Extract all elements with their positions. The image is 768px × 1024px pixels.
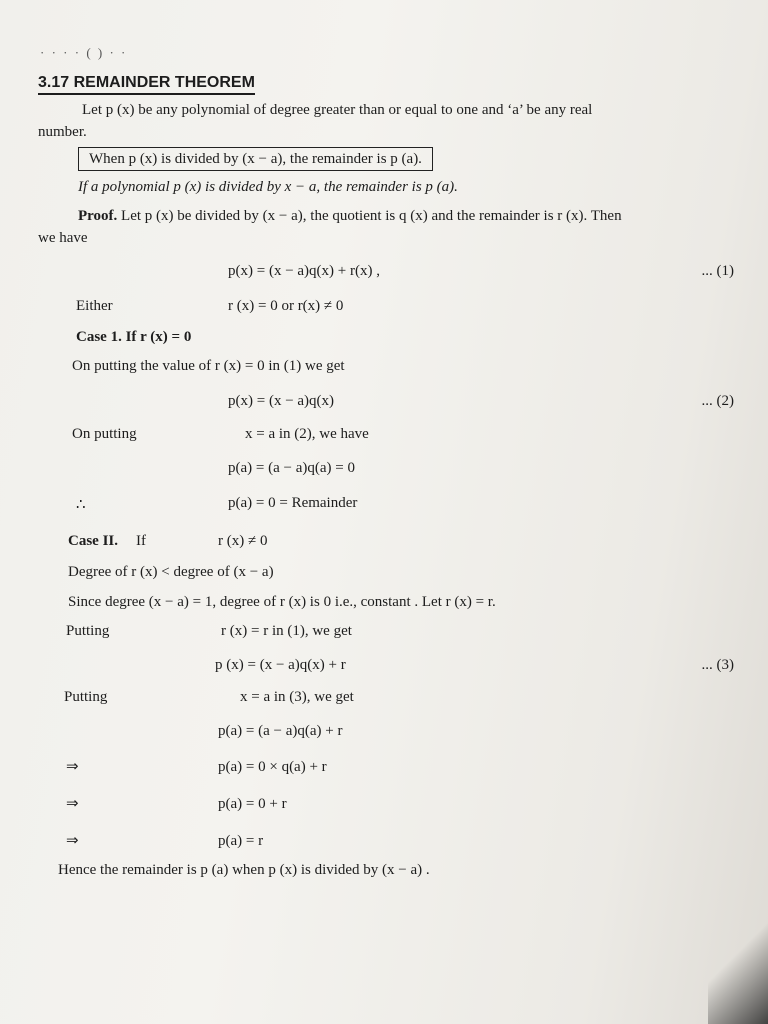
case-2-since-line: Since degree (x − a) = 1, degree of r (x) is 0 i.e., constant . Let r (x) = r. (68, 594, 496, 610)
conclusion: Hence the remainder is p (a) when p (x) is divided by (x − a) . (58, 862, 430, 878)
either-expression: r (x) = 0 or r(x) ≠ 0 (228, 298, 344, 314)
equation-2-ref: ... (2) (701, 393, 734, 409)
therefore-symbol: ∴ (76, 497, 86, 513)
top-cropped-text: · · · · ( ) · · (40, 45, 128, 60)
section-heading: 3.17 REMAINDER THEOREM (38, 74, 255, 95)
proof-text: Let p (x) be divided by (x − a), the quotient is q (x) and the remainder is r (x). Then (121, 208, 622, 224)
theorem-italic-statement: If a polynomial p (x) is divided by x − a, the remainder is p (a). (78, 179, 458, 195)
case-1-putting-label: On putting (72, 426, 137, 442)
case-2-putting2-label: Putting (64, 689, 108, 705)
case-2-title: Case II. (68, 533, 119, 549)
case-2-degree-line: Degree of r (x) < degree of (x − a) (68, 564, 274, 580)
theorem-box: When p (x) is divided by (x − a), the remainder is p (a). (78, 147, 433, 171)
implies-arrow-3: ⇒ (66, 833, 79, 849)
implies-arrow-2: ⇒ (66, 796, 79, 812)
step-4: p(a) = r (218, 833, 264, 849)
proof-line-2: we have (38, 230, 88, 246)
case-1-title: Case 1. If r (x) = 0 (76, 329, 192, 345)
case-2-if-label: If (136, 533, 146, 549)
page-corner-shadow (708, 914, 768, 1024)
equation-1-ref: ... (1) (701, 263, 734, 279)
case-2-putting2-expression: x = a in (3), we get (240, 689, 354, 705)
equation-2: p(x) = (x − a)q(x) (228, 393, 335, 409)
equation-3-ref: ... (3) (701, 657, 734, 673)
intro-line-1: Let p (x) be any polynomial of degree greater than or equal to one and ‘a’ be any real (82, 102, 593, 118)
equation-1: p(x) = (x − a)q(x) + r(x) , (228, 263, 380, 279)
step-1: p(a) = (a − a)q(a) + r (218, 723, 343, 739)
case-1-result: p(a) = 0 = Remainder (228, 495, 358, 511)
equation-3: p (x) = (x − a)q(x) + r (215, 657, 346, 673)
either-label: Either (76, 298, 113, 314)
step-2: p(a) = 0 × q(a) + r (218, 759, 327, 775)
intro-line-2: number. (38, 124, 87, 140)
proof-label: Proof. (78, 208, 118, 224)
case-2-putting-expression: r (x) = r in (1), we get (221, 623, 352, 639)
proof-line-1 (78, 207, 622, 225)
case-1-text: On putting the value of r (x) = 0 in (1) we get (72, 358, 345, 374)
case-1-putting-expression: x = a in (2), we have (245, 426, 369, 442)
step-3: p(a) = 0 + r (218, 796, 287, 812)
implies-arrow-1: ⇒ (66, 759, 79, 775)
case-2-condition: r (x) ≠ 0 (218, 533, 268, 549)
equation-p-of-a: p(a) = (a − a)q(a) = 0 (228, 460, 355, 476)
case-2-putting-label: Putting (66, 623, 110, 639)
